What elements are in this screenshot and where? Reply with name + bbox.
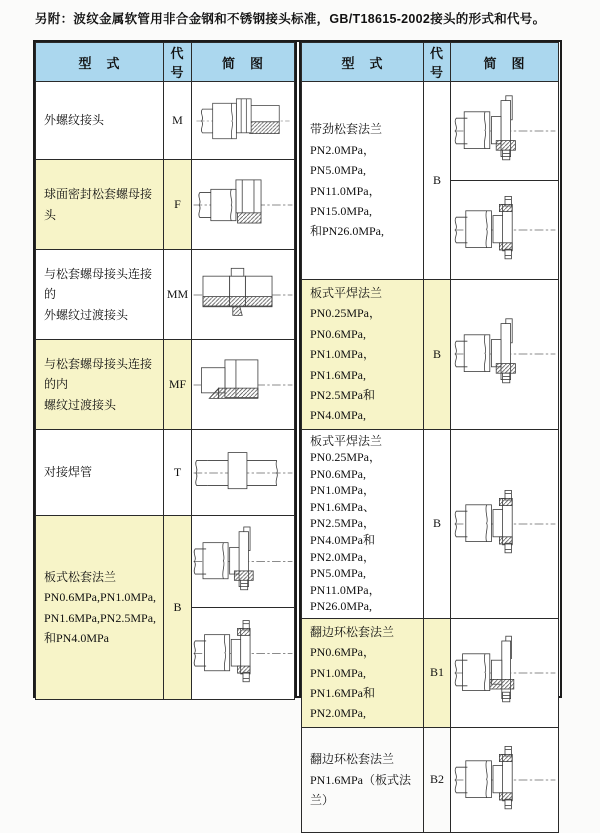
table-row [302, 82, 559, 280]
type-text-line: 板式平焊法兰 [310, 286, 383, 300]
diagram-cell [451, 82, 559, 280]
code-cell: MF [164, 340, 192, 430]
type-text-line: 板式平焊法兰 [310, 433, 383, 448]
flange-bolted-drawing [453, 482, 557, 566]
code-cell: B [424, 280, 451, 430]
type-text-line: PN11.0MPa，PN26.0MPa, [310, 582, 381, 614]
flange-stud-diagram [192, 517, 294, 608]
table-row [36, 82, 295, 160]
type-text-line: 对接焊管 [44, 465, 93, 480]
table-row [36, 516, 295, 700]
flange-bolted-diagram [451, 471, 558, 576]
flange-bolted-diagram [451, 728, 558, 831]
type-cell [302, 618, 424, 727]
union-male-diagram [192, 251, 294, 339]
table-row [36, 250, 295, 340]
butt-weld-drawing [192, 435, 294, 511]
flange-stud-diagram [451, 83, 558, 181]
type-text-line: 球面密封松套螺母接头 [44, 187, 153, 222]
code-cell: F [164, 160, 192, 250]
code-cell: T [164, 430, 192, 516]
table-row [302, 618, 559, 727]
diagram-cell [192, 160, 295, 250]
type-text-line: PN11.0MPa，PN15.0MPa, [310, 183, 381, 218]
type-cell [36, 82, 164, 160]
diagram-cell [451, 727, 559, 832]
type-text-line: PN2.5MPa，PN4.0MPa和 [310, 516, 376, 548]
diagram-column-header: 简 图 [192, 43, 295, 82]
type-text-line: 翻边环松套法兰 [310, 624, 395, 639]
type-cell [36, 430, 164, 516]
table-row [36, 430, 295, 516]
table-row [302, 727, 559, 832]
male-thread-drawing [192, 87, 294, 155]
table-row [302, 280, 559, 430]
type-column-header: 型 式 [302, 43, 424, 82]
type-text-line: 螺纹过渡接头 [44, 397, 117, 412]
type-text-line: PN1.0MPa，PN1.6MPa、 [310, 483, 376, 514]
diagram-cell [451, 280, 559, 430]
union-female-drawing [192, 345, 294, 425]
type-text-line: PN2.0MPa，PN5.0MPa, [310, 549, 376, 581]
type-text-line: 和PN26.0MPa, [310, 224, 385, 239]
table-row [36, 160, 295, 250]
type-text-line: 外螺纹过渡接头 [44, 307, 129, 322]
flange-b1-drawing [453, 631, 557, 715]
table-row [36, 340, 295, 430]
type-text-line: PN2.0MPa，PN5.0MPa, [310, 142, 376, 178]
diagram-cell [192, 250, 295, 340]
type-cell [36, 160, 164, 250]
male-thread-diagram [192, 83, 294, 159]
flange-bolted-drawing [192, 610, 294, 697]
flange-stud-drawing [453, 312, 557, 396]
swivel-nut-drawing [192, 165, 294, 245]
code-column-header: 代号 [424, 43, 451, 82]
flange-bolted-drawing [453, 738, 557, 822]
flange-bolted-diagram [192, 607, 294, 699]
type-column-header: 型 式 [36, 43, 164, 82]
type-cell [36, 516, 164, 700]
flange-bolted-drawing [453, 183, 557, 277]
code-cell: B1 [424, 618, 451, 727]
code-column-header: 代号 [164, 43, 192, 82]
type-text-line: PN1.6MPa,PN2.5MPa, [44, 610, 157, 625]
flange-b1-diagram [451, 621, 558, 725]
code-cell: B [424, 429, 451, 618]
type-text-line: PN0.25MPa，PN0.6MPa, [310, 306, 382, 341]
type-text-line: PN2.5MPa和PN4.0MPa, [310, 387, 376, 423]
butt-weld-diagram [192, 431, 294, 515]
code-cell: M [164, 82, 192, 160]
type-cell [302, 82, 424, 280]
type-cell [36, 250, 164, 340]
type-text-line: 与松套螺母接头连接的内 [44, 356, 153, 392]
diagram-cell [451, 618, 559, 727]
type-text-line: 板式松套法兰 [44, 569, 117, 584]
type-text-line: PN0.25MPa，PN0.6MPa, [310, 450, 382, 481]
type-text-line: 外螺纹接头 [44, 113, 105, 128]
type-text-line: PN0.6MPa，PN1.0MPa, [310, 645, 376, 680]
type-text-line: 和PN4.0MPa [44, 630, 110, 645]
flange-stud-drawing [192, 518, 294, 605]
type-text-line: 翻边环松套法兰 [310, 752, 395, 767]
header-row [302, 43, 559, 82]
type-text-line: PN1.6MPa（板式法兰） [310, 772, 412, 807]
diagram-cell [192, 340, 295, 430]
type-text-line: PN1.0MPa，PN1.6MPa, [310, 347, 376, 382]
union-female-diagram [192, 341, 294, 429]
swivel-nut-diagram [192, 161, 294, 249]
page-title: 另附：波纹金属软管用非合金钢和不锈钢接头标准，GB/T18615-2002接头的形式和代号。 [35, 12, 546, 26]
type-text-line: PN1.6MPa和PN2.0MPa, [310, 685, 376, 721]
type-text-line: PN0.6MPa,PN1.0MPa, [44, 590, 157, 605]
diagram-cell [192, 82, 295, 160]
type-cell [302, 727, 424, 832]
header-row [36, 43, 295, 82]
code-cell: B [424, 82, 451, 280]
code-cell: B [164, 516, 192, 700]
fittings-table [33, 40, 562, 807]
code-cell: MM [164, 250, 192, 340]
diagram-cell [192, 516, 295, 700]
type-cell [302, 280, 424, 430]
fittings-table-left [35, 42, 295, 700]
code-cell: B2 [424, 727, 451, 832]
type-text-line: 与松套螺母接头连接的 [44, 266, 153, 302]
table-row [302, 429, 559, 618]
flange-stud-diagram [451, 304, 558, 404]
diagram-column-header: 简 图 [451, 43, 559, 82]
type-text-line: 带劲松套法兰 [310, 122, 383, 137]
diagram-cell [451, 429, 559, 618]
diagram-cell [192, 430, 295, 516]
union-male-drawing [192, 255, 294, 335]
flange-stud-drawing [453, 84, 557, 178]
type-cell [302, 429, 424, 618]
flange-bolted-diagram [451, 180, 558, 279]
fittings-table-right [301, 42, 559, 833]
type-cell [36, 340, 164, 430]
